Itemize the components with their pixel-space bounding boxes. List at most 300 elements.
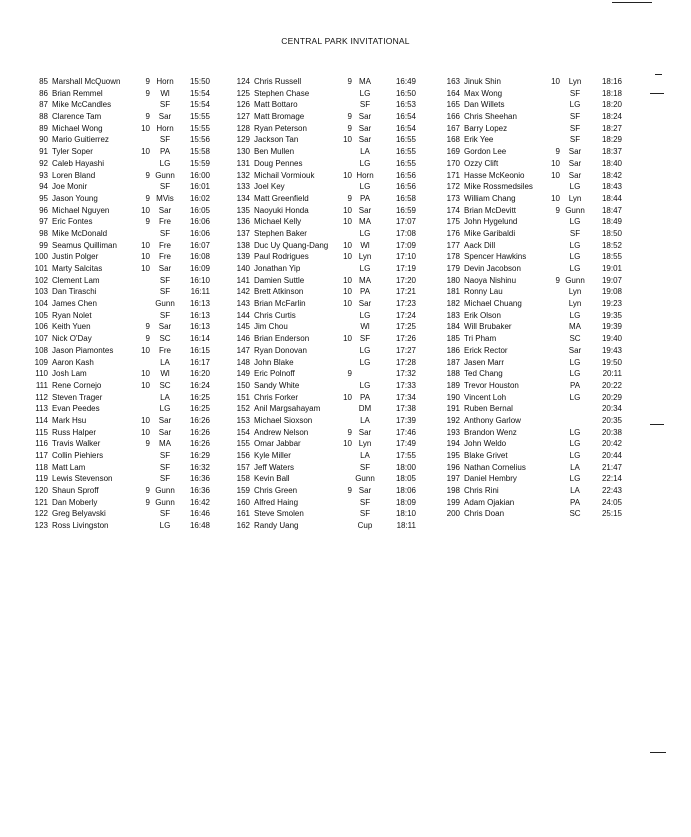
result-name: Blake Grivet bbox=[464, 451, 508, 460]
result-place: 193 bbox=[446, 427, 460, 437]
result-school: LG bbox=[569, 439, 581, 449]
result-row bbox=[228, 263, 421, 275]
result-time: 16:55 bbox=[395, 147, 416, 157]
result-row bbox=[30, 181, 220, 193]
result-school: LG bbox=[359, 357, 371, 367]
result-school: LG bbox=[159, 404, 171, 414]
result-time: 18:06 bbox=[395, 486, 416, 496]
result-place: 153 bbox=[236, 415, 250, 425]
result-time: 20:44 bbox=[601, 451, 622, 460]
result-school: LG bbox=[569, 310, 581, 320]
result-time: 16:26 bbox=[189, 439, 210, 449]
result-time: 19:08 bbox=[601, 287, 622, 297]
result-place: 187 bbox=[446, 357, 460, 367]
result-name: Andrew Nelson bbox=[254, 427, 309, 437]
result-place: 86 bbox=[39, 88, 48, 98]
result-row bbox=[30, 462, 220, 474]
result-grade: 9 bbox=[347, 123, 352, 133]
result-row bbox=[438, 158, 628, 170]
result-place: 166 bbox=[446, 112, 460, 122]
result-name: Ted Chang bbox=[464, 369, 503, 379]
result-school: SF bbox=[359, 497, 371, 507]
result-row bbox=[228, 99, 421, 111]
result-place: 180 bbox=[446, 275, 460, 285]
result-row bbox=[438, 216, 628, 228]
result-school: SF bbox=[569, 123, 581, 133]
result-name: Seamus Quilliman bbox=[52, 240, 117, 250]
result-grade: 10 bbox=[141, 369, 150, 379]
result-school: MA bbox=[359, 275, 371, 285]
result-school: LG bbox=[569, 217, 581, 227]
result-place: 141 bbox=[236, 275, 250, 285]
result-time: 16:58 bbox=[395, 193, 416, 203]
result-school: Horn bbox=[356, 170, 374, 180]
result-time: 17:49 bbox=[395, 439, 416, 449]
result-name: Erick Rector bbox=[464, 345, 508, 355]
result-name: William Chang bbox=[464, 193, 516, 203]
result-time: 17:39 bbox=[395, 415, 416, 425]
result-school: LG bbox=[359, 310, 371, 320]
result-row bbox=[228, 123, 421, 135]
result-school: PA bbox=[569, 497, 581, 507]
result-time: 15:58 bbox=[189, 147, 210, 157]
result-row bbox=[30, 193, 220, 205]
result-school: MA bbox=[569, 322, 581, 332]
result-place: 128 bbox=[236, 123, 250, 133]
result-row bbox=[30, 310, 220, 322]
result-time: 17:26 bbox=[395, 334, 416, 344]
result-school: Sar bbox=[158, 427, 172, 437]
result-time: 20:22 bbox=[601, 380, 622, 390]
result-row bbox=[30, 473, 220, 485]
result-place: 124 bbox=[236, 77, 250, 86]
result-time: 16:36 bbox=[189, 486, 210, 496]
result-name: Aack Dill bbox=[464, 240, 496, 250]
result-time: 16:20 bbox=[189, 369, 210, 379]
result-place: 163 bbox=[446, 77, 460, 86]
result-name: Gordon Lee bbox=[464, 147, 507, 157]
result-row bbox=[438, 368, 628, 380]
result-time: 19:40 bbox=[601, 334, 622, 344]
result-place: 114 bbox=[35, 415, 48, 425]
result-grade: 10 bbox=[141, 427, 150, 437]
result-time: 18:43 bbox=[601, 182, 622, 192]
result-name: Ryan Donovan bbox=[254, 345, 307, 355]
result-row bbox=[228, 450, 421, 462]
result-school: MVis bbox=[156, 193, 174, 203]
result-place: 177 bbox=[446, 240, 460, 250]
result-school: SF bbox=[359, 100, 371, 110]
result-row bbox=[30, 228, 220, 240]
result-grade: 9 bbox=[555, 275, 560, 285]
result-school: Sar bbox=[358, 427, 372, 437]
result-place: 159 bbox=[236, 486, 250, 496]
result-school: LA bbox=[360, 415, 370, 425]
result-place: 155 bbox=[236, 439, 250, 449]
result-name: John Weldo bbox=[464, 439, 507, 449]
result-name: Max Wong bbox=[464, 88, 503, 98]
result-place: 115 bbox=[35, 427, 48, 437]
result-grade: 9 bbox=[347, 77, 352, 86]
result-place: 195 bbox=[446, 451, 460, 460]
result-name: Keith Yuen bbox=[52, 322, 91, 332]
result-school: SF bbox=[159, 451, 171, 460]
result-row bbox=[228, 345, 421, 357]
result-name: Evan Peedes bbox=[52, 404, 100, 414]
result-row bbox=[30, 76, 220, 88]
result-school: Lyn bbox=[358, 439, 372, 449]
result-name: Brian Enderson bbox=[254, 334, 310, 344]
result-place: 101 bbox=[34, 264, 48, 273]
result-school: SF bbox=[159, 310, 171, 320]
result-time: 17:27 bbox=[395, 345, 416, 355]
result-row bbox=[30, 450, 220, 462]
result-row bbox=[438, 485, 628, 497]
result-time: 17:09 bbox=[395, 240, 416, 250]
result-grade: 10 bbox=[551, 77, 560, 86]
result-time: 16:14 bbox=[189, 334, 210, 344]
result-row bbox=[438, 321, 628, 333]
result-time: 16:29 bbox=[189, 451, 210, 460]
result-grade: 10 bbox=[141, 205, 150, 215]
result-grade: 10 bbox=[343, 392, 352, 402]
result-school: Gunn bbox=[565, 275, 585, 285]
result-row bbox=[30, 263, 220, 275]
result-name: Jinuk Shin bbox=[464, 77, 501, 86]
result-name: Jeff Waters bbox=[254, 462, 295, 472]
result-place: 157 bbox=[236, 462, 250, 472]
result-place: 154 bbox=[236, 427, 250, 437]
result-school: PA bbox=[359, 392, 371, 402]
result-time: 16:26 bbox=[189, 427, 210, 437]
result-time: 16:08 bbox=[189, 252, 210, 262]
result-grade: 10 bbox=[343, 275, 352, 285]
result-grade: 10 bbox=[551, 170, 560, 180]
result-school: Sar bbox=[158, 322, 172, 332]
result-name: Paul Rodrigues bbox=[254, 252, 309, 262]
result-row bbox=[228, 240, 421, 252]
result-time: 19:50 bbox=[601, 357, 622, 367]
result-grade: 9 bbox=[145, 193, 150, 203]
result-name: Alfred Haing bbox=[254, 497, 299, 507]
result-row bbox=[30, 99, 220, 111]
result-place: 130 bbox=[236, 147, 250, 157]
result-school: SC bbox=[159, 380, 171, 390]
result-time: 24:05 bbox=[601, 497, 622, 507]
result-school: LG bbox=[569, 357, 581, 367]
result-row bbox=[438, 403, 628, 415]
result-school: Sar bbox=[568, 158, 582, 168]
result-row bbox=[30, 485, 220, 497]
result-row bbox=[228, 251, 421, 263]
result-name: Collin Piehiers bbox=[52, 451, 104, 460]
result-grade: 10 bbox=[141, 415, 150, 425]
result-row bbox=[438, 380, 628, 392]
result-name: Mario Guitierrez bbox=[52, 135, 109, 145]
result-school: LG bbox=[569, 427, 581, 437]
result-place: 138 bbox=[236, 240, 250, 250]
result-name: Tri Pham bbox=[464, 334, 497, 344]
result-name: Mike Garibaldi bbox=[464, 228, 516, 238]
result-name: Dan Tiraschi bbox=[52, 287, 97, 297]
result-row bbox=[30, 438, 220, 450]
result-time: 16:46 bbox=[189, 509, 210, 519]
result-name: Eric Polnoff bbox=[254, 369, 295, 379]
result-place: 143 bbox=[236, 299, 250, 309]
result-time: 16:53 bbox=[395, 100, 416, 110]
result-row bbox=[228, 134, 421, 146]
result-school: Sar bbox=[358, 135, 372, 145]
result-place: 198 bbox=[446, 486, 460, 496]
result-place: 93 bbox=[39, 170, 48, 180]
result-place: 137 bbox=[236, 228, 250, 238]
result-grade: 10 bbox=[343, 205, 352, 215]
result-place: 119 bbox=[35, 474, 48, 484]
result-name: Brett Atkinson bbox=[254, 287, 304, 297]
result-row bbox=[438, 228, 628, 240]
result-time: 19:43 bbox=[601, 345, 622, 355]
result-name: Anil Margsahayam bbox=[254, 404, 321, 414]
result-place: 194 bbox=[446, 439, 460, 449]
scan-mark bbox=[650, 93, 664, 94]
result-name: Stephen Baker bbox=[254, 228, 307, 238]
result-time: 17:32 bbox=[395, 369, 416, 379]
result-place: 168 bbox=[446, 135, 460, 145]
result-time: 17:08 bbox=[395, 228, 416, 238]
result-time: 18:29 bbox=[601, 135, 622, 145]
result-row bbox=[438, 310, 628, 322]
result-time: 20:34 bbox=[601, 404, 622, 414]
result-row bbox=[228, 228, 421, 240]
result-time: 16:32 bbox=[189, 462, 210, 472]
result-grade: 9 bbox=[145, 334, 150, 344]
result-place: 118 bbox=[35, 462, 48, 472]
result-place: 176 bbox=[446, 228, 460, 238]
result-school: MA bbox=[359, 77, 371, 86]
result-row bbox=[438, 333, 628, 345]
result-grade: 10 bbox=[343, 170, 352, 180]
result-school: LA bbox=[570, 486, 580, 496]
result-grade: 10 bbox=[141, 345, 150, 355]
result-row bbox=[228, 485, 421, 497]
result-time: 15:59 bbox=[189, 158, 210, 168]
result-place: 161 bbox=[236, 509, 250, 519]
result-school: LG bbox=[359, 88, 371, 98]
result-row bbox=[438, 263, 628, 275]
result-time: 16:42 bbox=[189, 497, 210, 507]
result-school: DM bbox=[358, 404, 372, 414]
result-place: 87 bbox=[39, 100, 48, 110]
result-grade: 10 bbox=[551, 158, 560, 168]
result-school: Fre bbox=[159, 217, 171, 227]
results-column-2 bbox=[228, 76, 421, 532]
result-place: 182 bbox=[446, 299, 460, 309]
result-name: Nathan Cornelius bbox=[464, 462, 526, 472]
result-name: Chris Rini bbox=[464, 486, 499, 496]
result-place: 146 bbox=[236, 334, 250, 344]
result-school: LG bbox=[359, 158, 371, 168]
result-name: Damien Suttle bbox=[254, 275, 305, 285]
result-time: 18:40 bbox=[601, 158, 622, 168]
result-row bbox=[228, 520, 421, 532]
result-name: Chris Russell bbox=[254, 77, 302, 86]
result-place: 100 bbox=[34, 252, 48, 262]
result-place: 147 bbox=[236, 345, 250, 355]
result-name: Daniel Hembry bbox=[464, 474, 517, 484]
result-grade: 10 bbox=[141, 147, 150, 157]
result-row bbox=[228, 462, 421, 474]
result-place: 160 bbox=[236, 497, 250, 507]
result-row bbox=[438, 251, 628, 263]
result-time: 19:01 bbox=[601, 264, 622, 273]
result-grade: 9 bbox=[145, 439, 150, 449]
result-place: 121 bbox=[34, 497, 48, 507]
result-name: Clement Lam bbox=[52, 275, 100, 285]
result-name: Chris Sheehan bbox=[464, 112, 517, 122]
result-time: 15:55 bbox=[189, 112, 210, 122]
result-grade: 9 bbox=[145, 77, 150, 86]
result-grade: 9 bbox=[555, 205, 560, 215]
result-name: Brian McDevitt bbox=[464, 205, 517, 215]
result-grade: 9 bbox=[347, 112, 352, 122]
result-school: MA bbox=[159, 439, 171, 449]
result-row bbox=[228, 76, 421, 88]
result-school: SF bbox=[159, 100, 171, 110]
result-row bbox=[438, 298, 628, 310]
result-time: 15:54 bbox=[189, 100, 210, 110]
result-place: 174 bbox=[446, 205, 460, 215]
result-time: 18:27 bbox=[601, 123, 622, 133]
result-name: Michail Vormiouk bbox=[254, 170, 315, 180]
result-time: 16:00 bbox=[189, 170, 210, 180]
result-school: PA bbox=[359, 287, 371, 297]
result-row bbox=[438, 286, 628, 298]
result-name: Will Brubaker bbox=[464, 322, 512, 332]
result-row bbox=[30, 392, 220, 404]
result-time: 15:56 bbox=[189, 135, 210, 145]
result-place: 105 bbox=[34, 310, 48, 320]
result-time: 15:55 bbox=[189, 123, 210, 133]
result-place: 99 bbox=[39, 240, 48, 250]
result-name: Loren Bland bbox=[52, 170, 96, 180]
result-name: Chris Forker bbox=[254, 392, 299, 402]
result-name: Michael Chuang bbox=[464, 299, 522, 309]
result-name: Randy Uang bbox=[254, 521, 299, 531]
result-name: Justin Polger bbox=[52, 252, 99, 262]
result-school: Gunn bbox=[155, 299, 175, 309]
result-place: 164 bbox=[446, 88, 460, 98]
result-place: 116 bbox=[35, 439, 48, 449]
result-time: 21:47 bbox=[601, 462, 622, 472]
result-school: Cup bbox=[357, 521, 373, 531]
result-row bbox=[438, 146, 628, 158]
scan-mark bbox=[650, 424, 664, 425]
result-place: 133 bbox=[236, 182, 250, 192]
result-time: 18:37 bbox=[601, 147, 622, 157]
result-time: 16:05 bbox=[189, 205, 210, 215]
result-grade: 9 bbox=[145, 322, 150, 332]
result-time: 16:17 bbox=[189, 357, 210, 367]
result-time: 20:11 bbox=[602, 369, 622, 379]
result-row bbox=[30, 111, 220, 123]
result-school: Fre bbox=[159, 345, 171, 355]
result-grade: 10 bbox=[551, 193, 560, 203]
result-grade: 9 bbox=[145, 486, 150, 496]
result-school: Sar bbox=[568, 170, 582, 180]
result-school: Lyn bbox=[568, 193, 582, 203]
result-name: Jim Chou bbox=[254, 322, 288, 332]
result-school: Gunn bbox=[565, 205, 585, 215]
result-time: 16:48 bbox=[189, 521, 210, 531]
result-time: 17:20 bbox=[395, 275, 416, 285]
result-name: Ross Livingston bbox=[52, 521, 109, 531]
result-school: SF bbox=[359, 334, 371, 344]
result-name: Devin Jacobson bbox=[464, 264, 521, 273]
result-place: 186 bbox=[446, 345, 460, 355]
result-row bbox=[438, 462, 628, 474]
result-place: 190 bbox=[446, 392, 460, 402]
result-time: 16:56 bbox=[395, 170, 416, 180]
result-school: Horn bbox=[156, 123, 174, 133]
result-row bbox=[30, 403, 220, 415]
result-school: LG bbox=[569, 182, 581, 192]
result-row bbox=[228, 357, 421, 369]
result-name: Rene Cornejo bbox=[52, 380, 102, 390]
result-name: Aaron Kash bbox=[52, 357, 94, 367]
result-place: 150 bbox=[236, 380, 250, 390]
result-time: 16:56 bbox=[395, 182, 416, 192]
result-school: Lyn bbox=[568, 77, 582, 86]
result-row bbox=[30, 158, 220, 170]
result-school: SF bbox=[159, 474, 171, 484]
result-row bbox=[438, 76, 628, 88]
result-name: Michael Kelly bbox=[254, 217, 302, 227]
result-place: 156 bbox=[236, 451, 250, 460]
result-time: 16:36 bbox=[189, 474, 210, 484]
result-time: 16:13 bbox=[189, 322, 210, 332]
result-name: Omar Jabbar bbox=[254, 439, 301, 449]
result-place: 89 bbox=[39, 123, 48, 133]
result-time: 16:06 bbox=[189, 217, 210, 227]
result-place: 170 bbox=[446, 158, 460, 168]
result-time: 16:15 bbox=[189, 345, 210, 355]
result-row bbox=[228, 427, 421, 439]
result-row bbox=[438, 205, 628, 217]
result-row bbox=[30, 275, 220, 287]
result-row bbox=[228, 286, 421, 298]
result-place: 96 bbox=[39, 205, 48, 215]
result-row bbox=[438, 508, 628, 520]
result-time: 17:25 bbox=[395, 322, 416, 332]
result-place: 140 bbox=[236, 264, 250, 273]
result-time: 18:52 bbox=[601, 240, 622, 250]
result-row bbox=[228, 321, 421, 333]
result-row bbox=[228, 181, 421, 193]
result-school: SF bbox=[159, 287, 171, 297]
result-row bbox=[30, 123, 220, 135]
result-time: 16:54 bbox=[395, 112, 416, 122]
result-row bbox=[438, 392, 628, 404]
result-name: Mike McDonald bbox=[52, 228, 108, 238]
result-row bbox=[228, 310, 421, 322]
result-school: Sar bbox=[358, 205, 372, 215]
result-grade: 9 bbox=[145, 112, 150, 122]
result-school: LA bbox=[360, 451, 370, 460]
result-grade: 10 bbox=[343, 299, 352, 309]
result-row bbox=[228, 508, 421, 520]
result-name: Michael Sioxson bbox=[254, 415, 313, 425]
result-row bbox=[438, 240, 628, 252]
